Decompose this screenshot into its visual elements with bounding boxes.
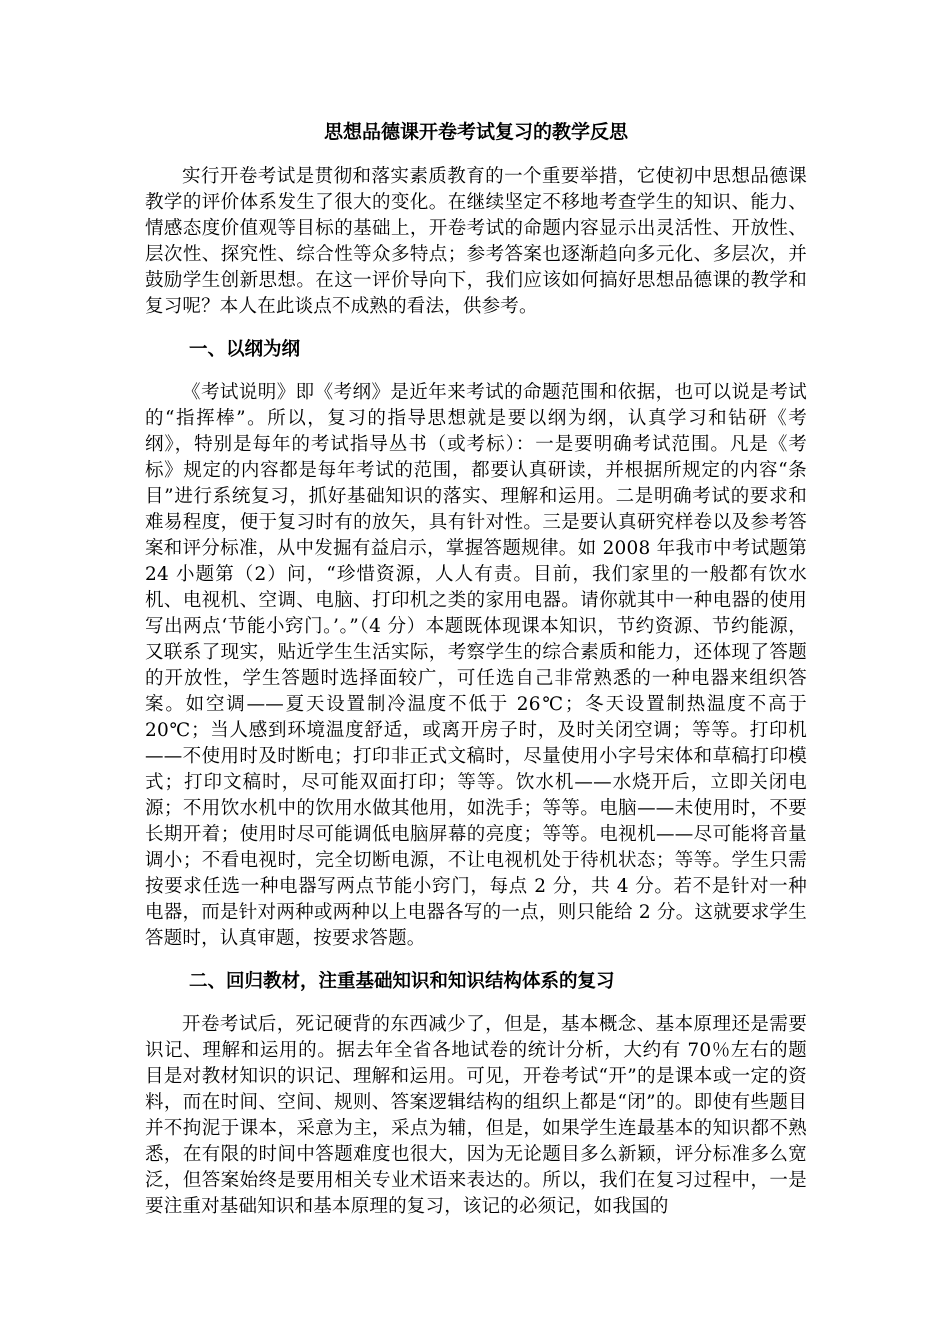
section-1-heading: 一、以纲为纲: [189, 339, 301, 360]
section-2-heading: 二、回归教材，注重基础知识和知识结构体系的复习: [189, 971, 615, 992]
section-2-paragraph: 开卷考试后，死记硬背的东西减少了，但是，基本概念、基本原理还是需要识记、理解和运用的。据去年全省各地试卷的统计分析，大约有 70％左右的题目是对教材知识的识记、理解和运用。可见，开卷考试“开”的是课本或一定的资料，而在时间、空间、规则、答案逻辑结构的组织上都是“闭”的。即使有些题目并不拘泥于课本，采意为主，采点为辅，但是，如果学生连最基本的知识都不熟悉，在有限的时间中答题难度也很大，因为无论题目多么新颖，评分标准多么宽泛，但答案始终是要用相关专业术语来表达的。所以，我们在复习过程中，一是要注重对基础知识和基本原理的复习，该记的必须记，如我国的: [145, 1014, 807, 1217]
section-1-paragraph: 《考试说明》即《考纲》是近年来考试的命题范围和依据，也可以说是考试的“指挥棒”。所以，复习的指导思想就是要以纲为纲，认真学习和钻研《考纲》，特别是每年的考试指导丛书（或考标）：一是要明确考试范围。凡是《考标》规定的内容都是每年考试的范围，都要认真研读，并根据所规定的内容“条目”进行系统复习，抓好基础知识的落实、理解和运用。二是明确考试的要求和难易程度，便于复习时有的放矢，具有针对性。三是要认真研究样卷以及参考答案和评分标准，从中发掘有益启示，掌握答题规律。如 2008 年我市中考试题第 24 小题第（2）问，“珍惜资源，人人有责。目前，我们家里的一般都有饮水机、电视机、空调、电脑、打印机之类的家用电器。请你就其中一种电器的使用写出两点‘节能小窍门。’。”（4 分）本题既体现课本知识，节约资源、节约能源，又联系了现实，贴近学生生活实际，考察学生的综合素质和能力，还体现了答题的开放性，学生答题时选择面较广，可任选自己非常熟悉的一种电器来组织答案。如空调——夏天设置制冷温度不低于 26℃；冬天设置制热温度不高于 20℃；当人感到环境温度舒适，或离开房子时，及时关闭空调；等等。打印机——不使用时及时断电；打印非正式文稿时，尽量使用小字号宋体和草稿打印模式；打印文稿时，尽可能双面打印；等等。饮水机——水烧开后，立即关闭电源；不用饮水机中的饮用水做其他用，如洗手；等等。电脑——未使用时，不要长期开着；使用时尽可能调低电脑屏幕的亮度；等等。电视机——尽可能将音量调小；不看电视时，完全切断电源，不让电视机处于待机状态；等等。学生只需按要求任选一种电器写两点节能小窍门，每点 2 分，共 4 分。若不是针对一种电器，而是针对两种或两种以上电器各写的一点，则只能给 2 分。这就要求学生答题时，认真审题，按要求答题。: [145, 382, 807, 949]
document-title: 思想品德课开卷考试复习的教学反思: [323, 121, 628, 143]
intro-paragraph: 实行开卷考试是贯彻和落实素质教育的一个重要举措，它使初中思想品德课教学的评价体系发生了很大的变化。在继续坚定不移地考查学生的知识、能力、情感态度价值观等目标的基础上，开卷考试的命题内容显示出灵活性、开放性、层次性、探究性、综合性等众多特点；参考答案也逐渐趋向多元化、多层次，并鼓励学生创新思想。在这一评价导向下，我们应该如何搞好思想品德课的教学和复习呢？本人在此谈点不成熟的看法，供参考。: [145, 166, 807, 317]
document-page: [145, 118, 807, 1220]
